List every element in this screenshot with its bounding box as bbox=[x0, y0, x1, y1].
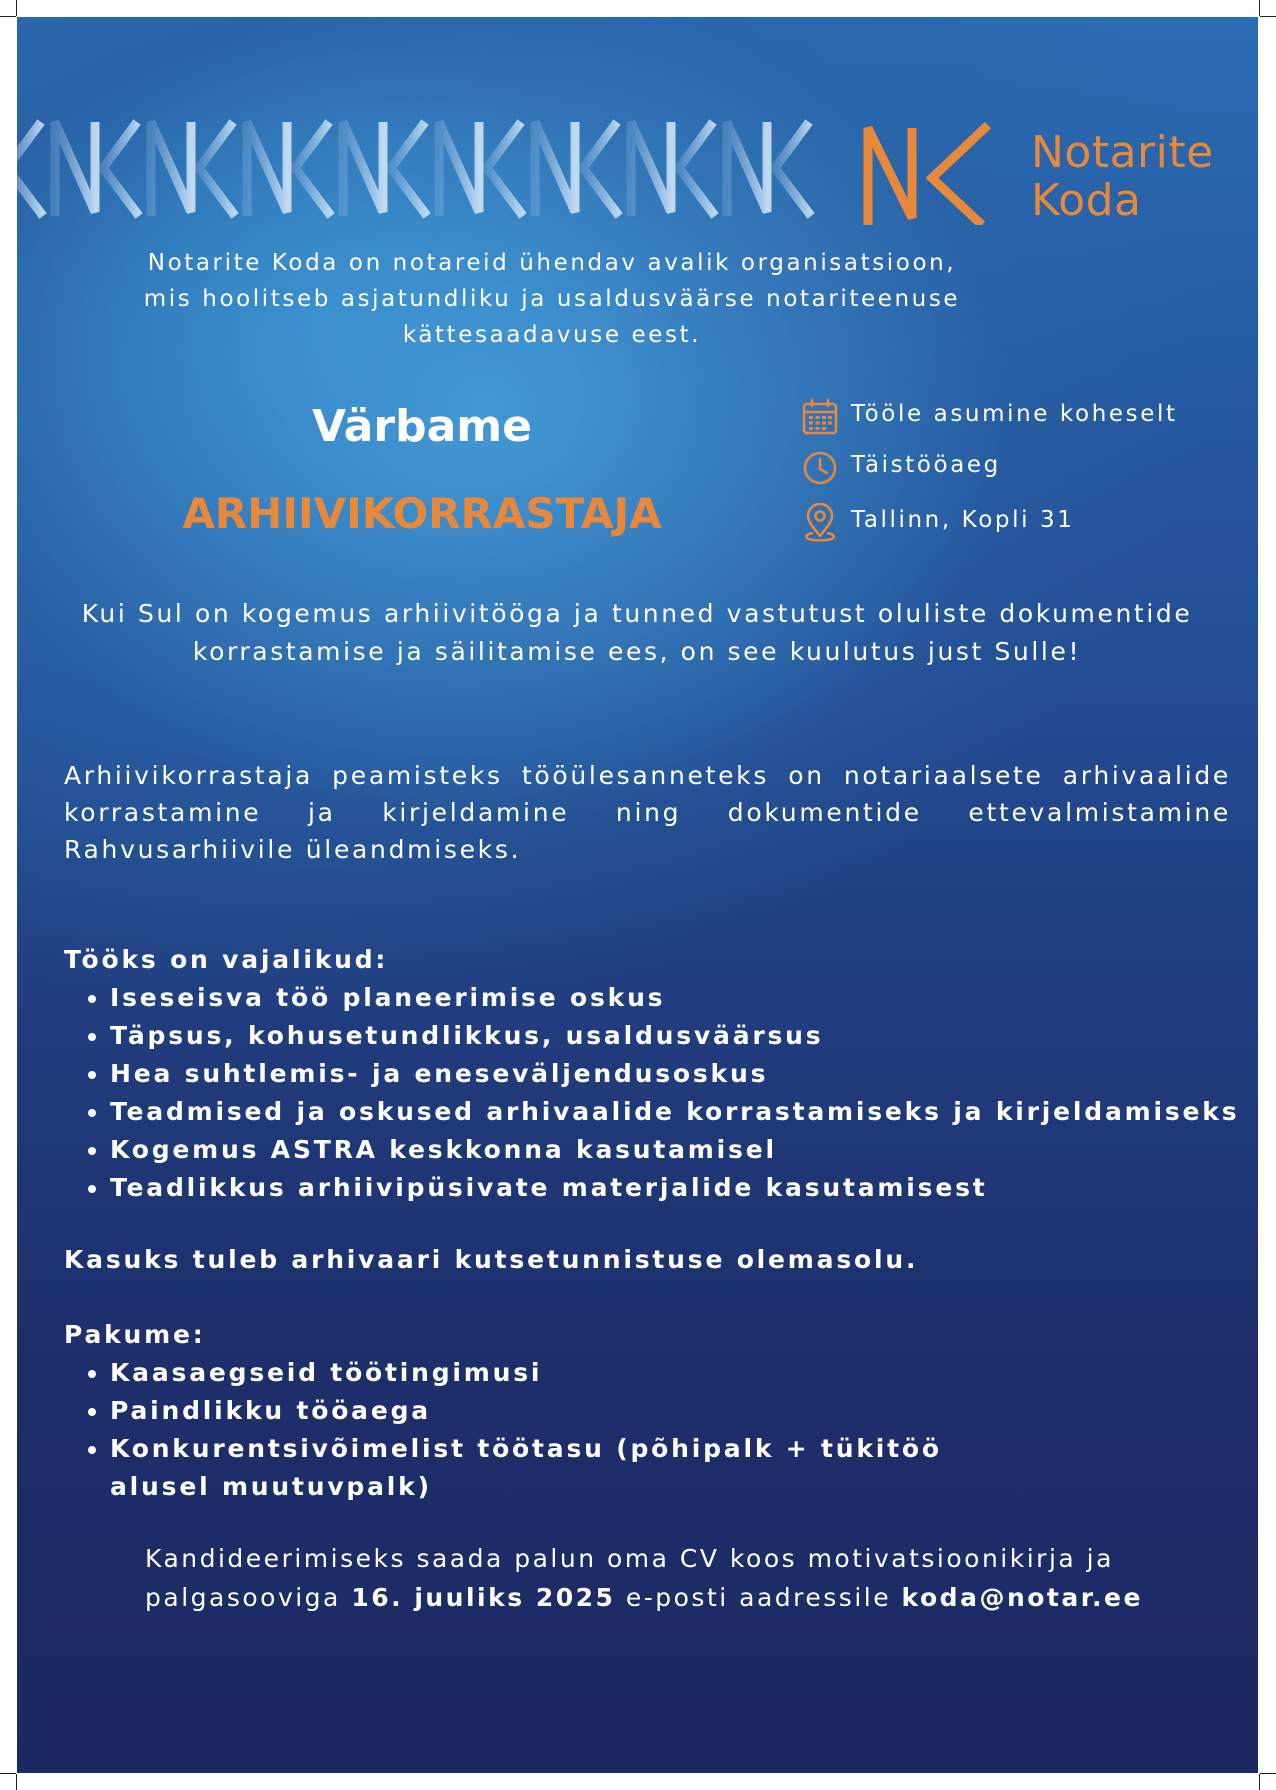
fact-location-text: Tallinn, Kopli 31 bbox=[851, 507, 1075, 533]
crop-mark bbox=[16, 1774, 17, 1790]
clock-icon bbox=[801, 448, 839, 488]
apply-email-link[interactable]: koda@notar.ee bbox=[901, 1583, 1143, 1612]
requirements-section bbox=[64, 941, 1254, 1207]
requirements-heading: Tööks on vajalikud: bbox=[64, 945, 389, 974]
job-poster bbox=[17, 17, 1258, 1773]
nk-pattern-repeats bbox=[17, 122, 811, 216]
crop-mark bbox=[0, 16, 16, 17]
fact-start-text: Tööle asumine koheselt bbox=[851, 401, 1178, 427]
logo-line-2: Koda bbox=[1031, 175, 1142, 226]
offer-list bbox=[64, 1354, 1010, 1506]
position-title: ARHIIVIKORRASTAJA bbox=[182, 489, 662, 538]
role-description: Arhiivikorrastaja peamisteks tööülesanneteks on notariaalsete arhivaalide korrastamine ja kirjeldamine ning dokumentide ettevalmistamine Rahvusarhiivile üleandmiseks. bbox=[64, 761, 1231, 864]
offer-section bbox=[64, 1316, 1254, 1506]
lead-paragraph: Kui Sul on kogemus arhiivitööga ja tunned vastutust oluliste dokumentide korrastamise ja säilitamise ees, on see kuulutus just Sulle! bbox=[81, 599, 1193, 666]
crop-mark bbox=[16, 0, 17, 16]
logo-line-1: Notarite bbox=[1031, 127, 1214, 178]
list-item: • Teadlikkus arhiivipüsivate materjalide kasutamisest bbox=[110, 1169, 1254, 1207]
advantage-note: Kasuks tuleb arhivaari kutsetunnistuse olemasolu. bbox=[64, 1245, 919, 1274]
list-item: • Iseseisva töö planeerimise oskus bbox=[110, 979, 1254, 1017]
list-item: • Teadmised ja oskused arhivaalide korrastamiseks ja kirjeldamiseks bbox=[110, 1093, 1254, 1131]
recruit-label: Värbame bbox=[312, 401, 532, 452]
apply-deadline: 16. juuliks 2025 bbox=[351, 1583, 616, 1612]
calendar-icon bbox=[801, 397, 839, 437]
list-item: • Kogemus ASTRA keskkonna kasutamisel bbox=[110, 1131, 1254, 1169]
apply-text-middle: e-posti aadressile bbox=[615, 1583, 902, 1612]
application-instructions bbox=[145, 1539, 1165, 1617]
logo-wordmark bbox=[1031, 129, 1214, 225]
notarite-koda-logo-icon bbox=[862, 122, 1000, 225]
organisation-intro: Notarite Koda on notareid ühendav avalik organisatsioon, mis hoolitseb asjatundliku ja usaldusväärse notariteenuse kättesaadavuse eest. bbox=[143, 250, 961, 348]
crop-mark bbox=[0, 1773, 16, 1774]
list-item: • Hea suhtlemis- ja eneseväljendusoskus bbox=[110, 1055, 1254, 1093]
list-item: • Täpsus, kohusetundlikkus, usaldusväärsus bbox=[110, 1017, 1254, 1055]
crop-mark bbox=[1259, 1774, 1260, 1790]
list-item: • Kaasaegseid töötingimusi bbox=[110, 1354, 1010, 1392]
list-item: • Konkurentsivõimelist töötasu (põhipalk + tükitöö alusel muutuvpalk) bbox=[110, 1430, 1010, 1506]
fact-hours-text: Täistööaeg bbox=[851, 452, 1001, 478]
apply-text-before: Kandideerimiseks saada palun oma CV koos motivatsioonikirja ja palgasooviga bbox=[145, 1544, 1114, 1612]
location-pin-icon bbox=[801, 503, 839, 543]
offer-heading: Pakume: bbox=[64, 1320, 206, 1349]
requirements-list bbox=[64, 979, 1254, 1207]
crop-mark bbox=[1260, 1773, 1276, 1774]
list-item: • Paindlikku tööaega bbox=[110, 1392, 1010, 1430]
crop-mark bbox=[1259, 0, 1260, 16]
nk-pattern-banner bbox=[17, 112, 887, 242]
crop-mark bbox=[1260, 16, 1276, 17]
